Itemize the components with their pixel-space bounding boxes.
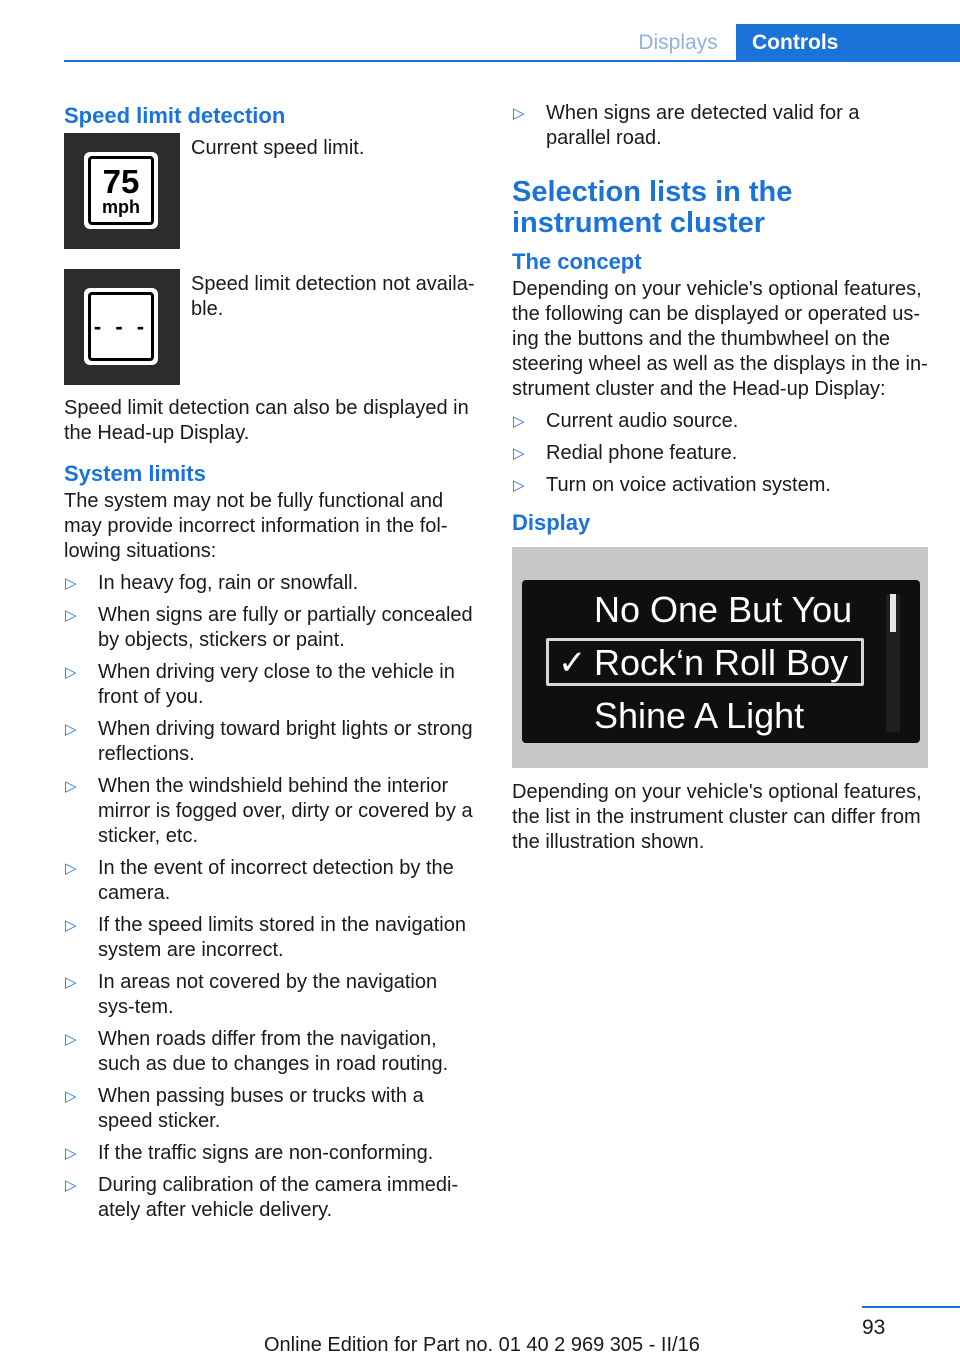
display-heading: Display [512, 510, 591, 535]
triangle-bullet-icon: ▷ [65, 1177, 77, 1194]
sign-number: 75 [102, 162, 140, 200]
concept-list [512, 409, 928, 498]
sign-dashes: - - - [93, 314, 149, 339]
checkmark-icon: ✓ [558, 644, 587, 682]
triangle-bullet-icon: ▷ [513, 105, 525, 122]
cluster-list-item-selected: Rock‘n Roll Boy [594, 642, 849, 683]
system-limits-heading: System limits [64, 461, 206, 486]
left-column [64, 101, 479, 1230]
display-note: Depending on your vehicle's optional features, the list in the instrument cluster can differ from the illustration shown. [512, 781, 922, 853]
triangle-bullet-icon: ▷ [65, 778, 77, 795]
header-chapter-controls: Controls [736, 24, 960, 61]
list-item: ▷ When signs are detected valid for a parallel road. [513, 102, 860, 149]
list-item: ▷ In heavy fog, rain or snowfall. [65, 572, 359, 594]
hud-text: Speed limit detection can also be displayed in the Head-up Display. [64, 397, 469, 444]
continued-list [512, 101, 928, 151]
cluster-list-item: No One But You [594, 589, 853, 630]
list-item: ▷ In the event of incorrect detection by the camera. [65, 857, 454, 904]
list-item: ▷ When passing buses or trucks with a speed sticker. [65, 1085, 424, 1132]
speed-limit-unavailable-icon [64, 269, 180, 385]
speed-sign-row-current [64, 133, 479, 249]
instrument-cluster-illustration [512, 547, 928, 768]
right-column [512, 101, 928, 855]
list-item: ▷ Current audio source. [513, 410, 739, 432]
cluster-screen [522, 580, 920, 743]
list-item: ▷ During calibration of the camera immedi-ately after vehicle delivery. [65, 1174, 459, 1221]
triangle-bullet-icon: ▷ [513, 445, 525, 462]
speed-limit-heading: Speed limit detection [64, 103, 286, 128]
system-limits-list [64, 571, 479, 1223]
triangle-bullet-icon: ▷ [65, 1031, 77, 1048]
triangle-bullet-icon: ▷ [513, 477, 525, 494]
speed-sign-row-unavailable [64, 269, 479, 385]
header-rule [64, 60, 960, 62]
list-item: ▷ Turn on voice activation system. [513, 474, 831, 496]
triangle-bullet-icon: ▷ [513, 413, 525, 430]
list-item: ▷ If the speed limits stored in the navigation system are incorrect. [65, 914, 466, 961]
sign-unit: mph [102, 196, 140, 217]
sign-caption-current: Current speed limit. [191, 137, 365, 159]
scroll-indicator [890, 594, 896, 632]
list-item: ▷ Redial phone feature. [513, 442, 738, 464]
cluster-list-item: Shine A Light [594, 695, 805, 736]
selection-lists-heading: Selection lists in the instrument cluster [512, 176, 793, 239]
list-item: ▷ When the windshield behind the interior mirror is fogged over, dirty or covered by a sticker, etc. [65, 775, 473, 847]
triangle-bullet-icon: ▷ [65, 974, 77, 991]
system-limits-intro: The system may not be fully functional and may provide incorrect information in the fol-lowing situations: [64, 490, 448, 562]
sign-caption-unavailable: Speed limit detection not availa-ble. [191, 273, 475, 320]
header-section-displays: Displays [638, 30, 718, 54]
list-item: ▷ In areas not covered by the navigation sys-tem. [65, 971, 438, 1018]
triangle-bullet-icon: ▷ [65, 721, 77, 738]
footer-rule [862, 1306, 960, 1308]
list-item: ▷ When driving very close to the vehicle in front of you. [65, 661, 455, 708]
concept-heading: The concept [512, 249, 642, 274]
list-item: ▷ When driving toward bright lights or strong reflections. [65, 718, 473, 765]
triangle-bullet-icon: ▷ [65, 1088, 77, 1105]
triangle-bullet-icon: ▷ [65, 917, 77, 934]
page-number: 93 [862, 1316, 886, 1339]
speed-limit-75-icon [64, 133, 180, 249]
triangle-bullet-icon: ▷ [65, 575, 77, 592]
edition-text: Online Edition for Part no. 01 40 2 969 305 - II/16 [264, 1334, 700, 1356]
triangle-bullet-icon: ▷ [65, 664, 77, 681]
triangle-bullet-icon: ▷ [65, 1145, 77, 1162]
triangle-bullet-icon: ▷ [65, 607, 77, 624]
list-item: ▷ When signs are fully or partially concealed by objects, stickers or paint. [65, 604, 473, 651]
triangle-bullet-icon: ▷ [65, 860, 77, 877]
concept-text: Depending on your vehicle's optional features, the following can be displayed or operated us-ing the buttons and the thumbwheel on the steering wheel as well as the displays in the in-strument cluster and the Head-up Display: [512, 278, 928, 400]
list-item: ▷ When roads differ from the navigation, such as due to changes in road routing. [65, 1028, 449, 1075]
list-item: ▷ If the traffic signs are non-conforming. [65, 1142, 434, 1164]
